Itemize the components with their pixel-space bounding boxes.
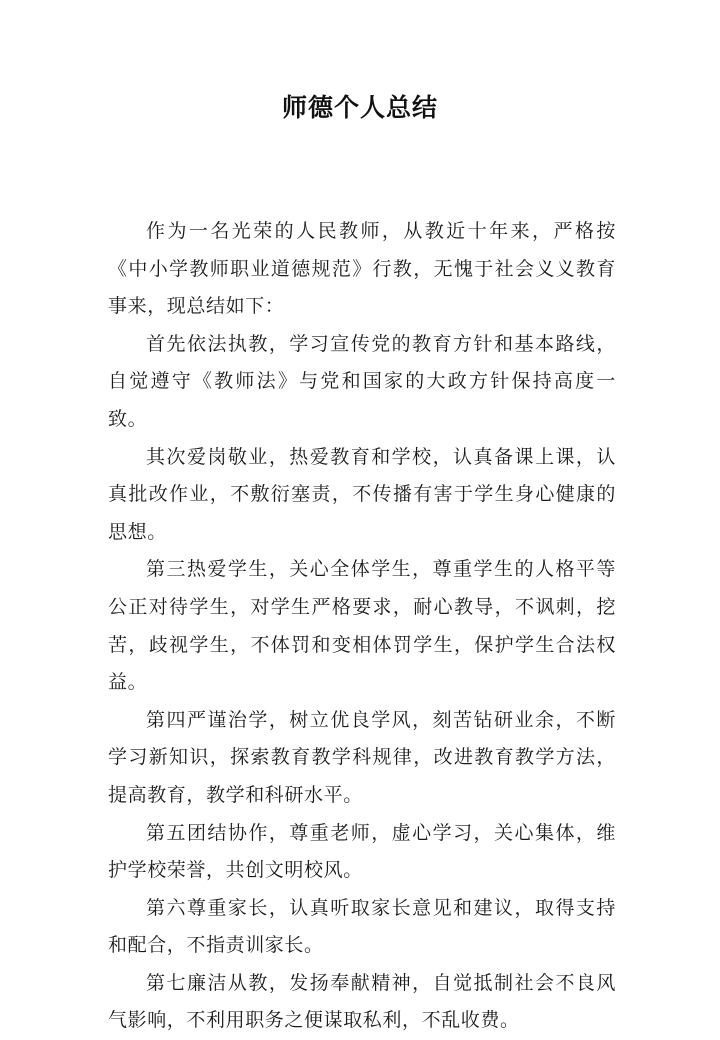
document-title: 师德个人总结	[281, 93, 438, 122]
paragraph-2: 其次爱岗敬业，热爱教育和学校，认真备课上课，认真批改作业，不敷衍塞责，不传播有害于学生身心健康的思想。	[108, 445, 616, 543]
paragraph-1: 首先依法执教，学习宣传党的教育方针和基本路线，自觉遵守《教师法》与党和国家的大政方针保持高度一致。	[108, 332, 616, 430]
paragraph-4: 第四严谨治学，树立优良学风，刻苦钻研业余，不断学习新知识，探索教育教学科规律，改进教育教学方法，提高教育，教学和科研水平。	[108, 708, 616, 806]
paragraph-5: 第五团结协作，尊重老师，虚心学习，关心集体，维护学校荣誉，共创文明校风。	[108, 821, 616, 882]
paragraph-3: 第三热爱学生，关心全体学生，尊重学生的人格平等公正对待学生，对学生严格要求，耐心教导，不讽刺，挖苦，歧视学生，不体罚和变相体罚学生，保护学生合法权益。	[108, 558, 616, 694]
paragraph-7: 第七廉洁从教，发扬奉献精神，自觉抵制社会不良风气影响，不利用职务之便谋取私利，不乱收费。	[108, 971, 616, 1032]
paragraph-intro: 作为一名光荣的人民教师，从教近十年来，严格按《中小学教师职业道德规范》行教，无愧于社会义义教育事来，现总结如下：	[108, 220, 616, 318]
document-body	[108, 213, 616, 1040]
paragraph-6: 第六尊重家长，认真听取家长意见和建议，取得支持和配合，不指责训家长。	[108, 896, 616, 957]
